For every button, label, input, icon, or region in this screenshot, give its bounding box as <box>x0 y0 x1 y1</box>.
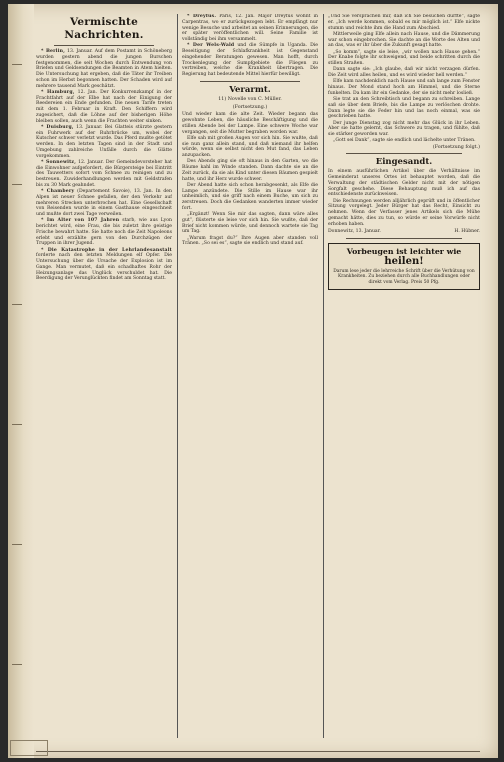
story-paragraph: Sie trat an den Schreibtisch und begann zu schreiben. Lange saß sie über dem Briefe, bis die Lampe zu verlöschen drohte. Dann legte sie die Feder hin und las noch einmal, was sie geschrieben hatte. <box>328 97 480 120</box>
news-item-dateline: * Duisburg, <box>41 124 74 130</box>
news-item <box>36 160 172 189</box>
news-item <box>36 248 172 283</box>
news-item-text: Paris, 12. Jan. Major Dreyfus wohnt in Carpentras, wo er zurückgezogen lebt. Er empfängt nur wenige Besuche und arbeitet an seinen Erinnerungen, die er später veröffentlichen will. Seine Familie ist vollständig bei ihm versammelt. <box>182 14 318 42</box>
news-item-dateline: * Sonnewitz, <box>41 159 77 165</box>
news-item-dateline: * Der Wels-Wald <box>187 43 235 49</box>
story-paragraph: Dann sagte sie: „Ich glaube, daß wir nicht verzagen dürfen. Die Zeit wird alles heilen, und es wird wieder hell werden.“ <box>328 67 480 78</box>
news-items <box>36 49 172 282</box>
binding-mark <box>12 64 22 65</box>
section-rule <box>200 81 300 82</box>
story-number: 11) <box>218 96 227 102</box>
column-rule <box>177 14 178 738</box>
story-byline <box>182 97 318 103</box>
binding-mark <box>12 544 22 545</box>
news-item-text: 12. Jan. Der Konkurrenzkampf in der Frachtfahrt auf der Elbe hat nach der Einigung der Reedereien ein Ende gefunden. Die neuen Tarife treten mit dem 1. Februar in Kraft. Den Schiffern wird zugesichert, daß die Löhne auf der bisherigen Höhe bleiben sollen, auch wenn die Frachten weiter sinken. <box>36 89 172 124</box>
column-right <box>328 14 480 738</box>
signature-place-date: Donnewitz, 13. Januar. <box>328 229 381 235</box>
story-paragraph: „Warum fragst du?“ Ihre Augen aber standen voll Tränen. „So sei es“, sagte sie endlich und stand auf. <box>182 235 318 247</box>
binding-mark <box>12 304 22 305</box>
news-item-text: 12. Januar. Der Gemeindevorsteher hat die Einwohner aufgefordert, die Bürgersteige bei Eintritt des Tauwetters sofort vom Schnee zu reinigen und zu bestreuen. Zuwiderhandlungen werden mit Geldstrafen bis zu 30 Mark geahndet. <box>36 159 172 188</box>
column-middle <box>182 14 318 738</box>
binding-mark <box>12 664 22 665</box>
story-paragraph: „Und Sie versprachen mir, daß ich Sie besuchen dürfte“, sagte er. „Ich werde kommen, sobald es mir möglich ist.“ Elfe nickte stumm und reichte ihm die Hand zum Abschied. <box>328 14 480 31</box>
story-subtitle: Novelle von C. Müller. <box>227 96 282 102</box>
story-paragraph: „Ergänzt! Wenn Sie mir das sagten, dann wäre alles gut“, flüsterte sie leise vor sich hin. Sie wußte, daß der Brief nicht kommen würde, und dennoch wartete sie Tag um Tag. <box>182 212 318 235</box>
news-item <box>182 43 318 78</box>
column-vermischte-nachrichten <box>36 14 172 738</box>
heading-rule <box>54 45 154 46</box>
page-binding-edge <box>8 4 34 758</box>
news-item-text: starb, wie aus Lyon berichtet wird, eine Frau, die bis zuletzt ihre geistige Frische bewahrt hatte. Sie hatte noch die Zeit Napoleons erlebt und erzählte gern von den Durchzügen der Truppen in ihrer Jugend. <box>36 218 172 247</box>
news-item-text: 13. Januar. Auf dem Postamt in Schöneberg wurden gestern abend die jungen Burschen festgenommen, die seit Wochen durch Entwendung von Briefen und Geldsendungen die Beamten in Atem hielten. Die Untersuchung hat ergeben, daß die Täter ihr Treiben schon im Herbst begonnen hatten. Der Schaden wird auf mehrere tausend Mark geschätzt. <box>36 49 172 89</box>
news-item <box>36 49 172 89</box>
letter-paragraph: Die Rechnungen werden alljährlich geprüft und in öffentlicher Sitzung vorgelegt. Jeder Bürger hat das Recht, Einsicht zu nehmen. Wenn der Verfasser jenes Artikels sich die Mühe gemacht hätte, dies zu tun, so würde er seine Vorwürfe nicht erhoben haben. <box>328 198 480 227</box>
story-paragraph: Und wieder kam die alte Zeit. Wieder begann das gewohnte Leben, die häusliche Beschäftigung und die stillen Abende bei der Lampe. Eine schwere Woche war vergangen, seit die Mutter begraben worden war. <box>182 112 318 135</box>
ad-headline-emphasis: heilen! <box>384 256 424 267</box>
story-continuation: (Fortsetzung.) <box>232 104 268 110</box>
letter-signature <box>328 229 480 235</box>
news-item-dateline: * Dreyfus. <box>187 14 217 19</box>
news-item-dateline: * Chambery <box>41 189 75 194</box>
news-item-dateline: * Im Alter von 107 Jahren <box>41 218 120 224</box>
story-paragraph: Mittlerweile ging Elfe allein nach Hause, und die Dämmerung war schon eingebrochen. Sie dachte an die Worte des Alten und an das, was er ihr über die Zukunft gesagt hatte. <box>328 31 480 49</box>
section-heading: Vermischte Nachrichten. <box>64 16 144 41</box>
story-title: Verarmt. <box>229 84 271 95</box>
section-rule <box>346 153 462 154</box>
story-paragraph: Elfe kam nachdenklich nach Hause und sah lange zum Fenster hinaus. Der Mond stand hoch am Himmel, und die Sterne funkelten. Da kam ihr ein Gedanke, der sie nicht mehr losließ. <box>328 79 480 96</box>
story-text <box>182 112 318 247</box>
news-item-text: (Departement Savoie), 13. Jan. In den Alpen ist neuer Schnee gefallen, der den Verkehr auf mehreren Strecken unterbrochen hat. Eine Gesellschaft von Reisenden wurde in einem Gasthause eingeschneit und mußte dort zwei Tage verweilen. <box>36 189 172 217</box>
news-item-dateline: * Hamburg, <box>41 89 75 95</box>
signature-name: H. Hübner. <box>454 229 480 235</box>
news-item-dateline: * Die Katastrophe in der Lehrlandesanstalt <box>41 247 172 253</box>
archive-stamp <box>10 740 48 756</box>
column-rule <box>323 14 324 738</box>
news-item-text: 13. Januar. Bei Glatteis stürzte gestern ein Fuhrwerk auf der Ruhrbrücke um, wobei der Kutscher schwer verletzt wurde. Das Pferd mußte getötet werden. In den letzten Tagen sind in der Stadt und Umgebung zahlreiche Unfälle durch die Glätte vorgekommen. <box>36 124 172 159</box>
news-item-text: und die Sümpfe in Uganda. Die Beseitigung der Schlafkrankheit ist Gegenstand eingehender Beratungen gewesen. Man hofft, durch Trockenlegung der Sumpfgebiete die Fliegen zu vertreiben, welche die Krankheit übertragen. Die Regierung hat bedeutende Mittel hierfür bewilligt. <box>182 43 318 77</box>
news-item <box>182 14 318 43</box>
story-paragraph: „Gott sei Dank“, sagte sie endlich und lächelte unter Tränen. <box>333 138 476 144</box>
section-rule <box>346 238 462 239</box>
ad-text: Darum lese jeder die lehrreiche Schrift über die Verhütung von Krankheiten. Zu beziehen durch alle Buchhandlungen oder direkt vom Verlag. Preis 50 Pfg. <box>333 269 475 285</box>
eingesandt-heading: Eingesandt. <box>375 157 433 168</box>
story-paragraph: Der junge Dienstag zog nicht mehr das Glück in ihr Leben. Aber sie hatte gelernt, das Schwere zu tragen, und fühlte, daß sie stärker geworden war. <box>328 120 480 137</box>
news-items <box>182 14 318 78</box>
news-item <box>36 125 172 160</box>
binding-mark <box>12 184 22 185</box>
ad-headline: Vorbeugen ist leichter wie <box>346 247 462 256</box>
to-be-continued: (Fortsetzung folgt.) <box>432 144 480 150</box>
story-paragraph: Der Abend hatte sich schon herabgesenkt, als Elfe die Lampe anzündete. Die Stille im Hause war ihr unheimlich, und sie griff nach einem Buche, um sich zu zerstreuen. Doch die Gedanken wanderten immer wieder fort. <box>182 182 318 211</box>
letter-text <box>328 169 480 227</box>
binding-mark <box>12 424 22 425</box>
story-paragraph: „So komm“, sagte sie leise, „wir wollen nach Hause gehen.“ Der Knabe folgte ihr schweigend, und beide schritten durch die stillen Straßen. <box>328 49 480 66</box>
story-paragraph: Elfe sah mit großen Augen vor sich hin. Sie wußte, daß sie nun ganz allein stand, und daß niemand ihr helfen würde, wenn sie selbst nicht den Mut fand, das Leben anzupacken. <box>182 135 318 158</box>
news-item-text: forderte nach den letzten Meldungen elf Opfer. Die Untersuchung über die Ursache der Explosion ist im Gange. Man vermutet, daß ein schadhaftes Rohr der Heizungsanlage das Unglück verschuldet hat. Die Beerdigung der Verunglückten findet am Sonntag statt. <box>36 253 172 282</box>
story-text-continued <box>328 14 480 144</box>
letter-paragraph: In einem ausführlichen Artikel über die Verhältnisse im Gemeinderat unseres Ortes ist behauptet worden, daß die Verwaltung der städtischen Gelder nicht mit der nötigen Sorgfalt geschehe. Diese Behauptung muß ich auf das entschiedenste zurückweisen. <box>328 169 480 198</box>
news-item <box>36 90 172 125</box>
advertisement-box <box>328 243 480 290</box>
page-bottom-rule <box>36 751 480 752</box>
news-item <box>36 189 172 218</box>
news-item-dateline: * Berlin, <box>41 49 66 54</box>
news-item <box>36 218 172 247</box>
story-paragraph: Des Abends ging sie oft hinaus in den Garten, wo die Bäume kahl im Winde standen. Dann dachte sie an die Zeit zurück, da sie als Kind unter diesen Bäumen gespielt hatte, und ihr Herz wurde schwer. <box>182 159 318 182</box>
